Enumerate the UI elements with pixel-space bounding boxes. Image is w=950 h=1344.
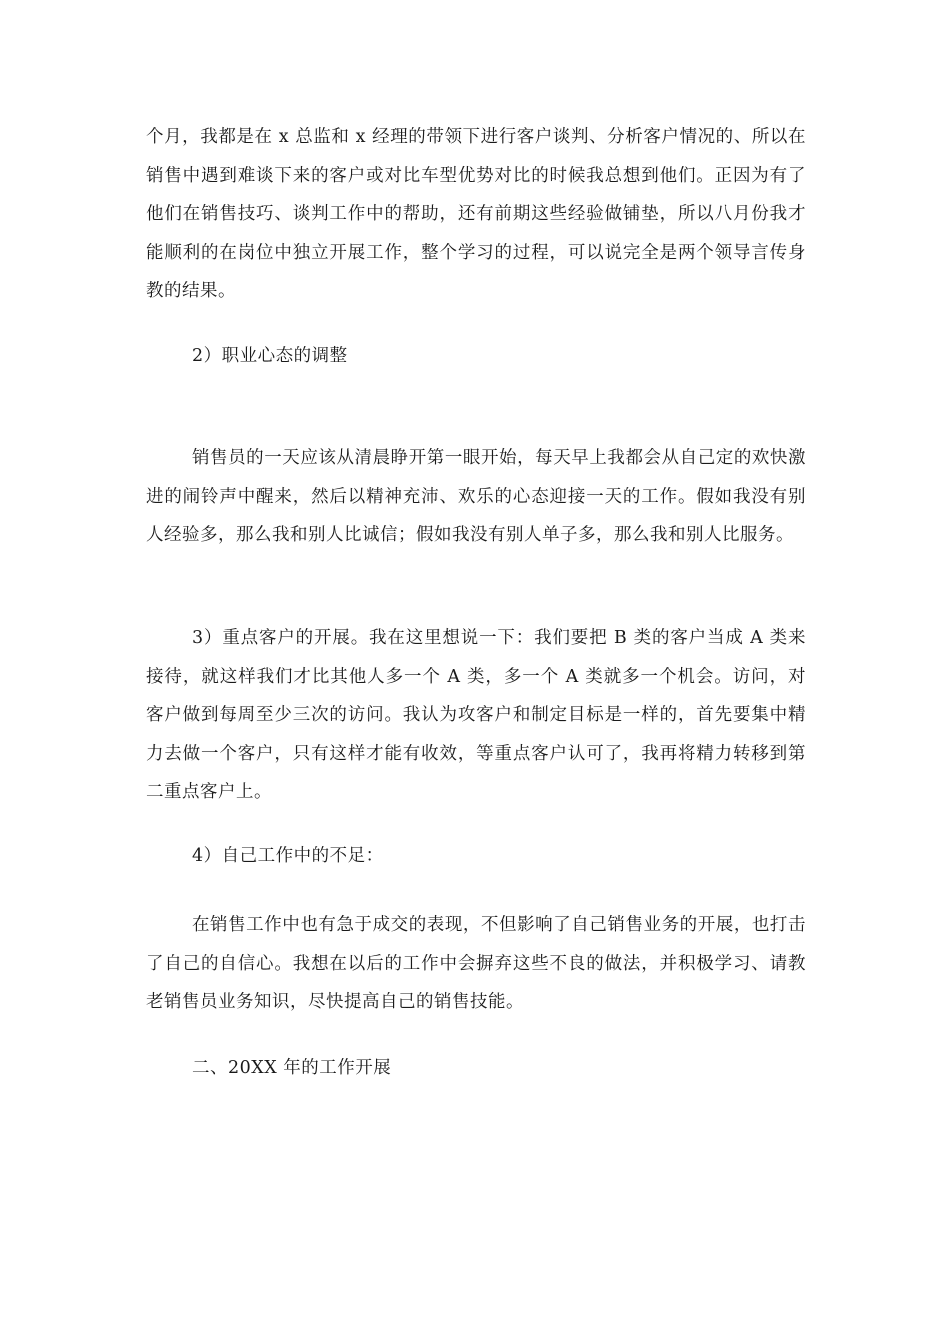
paragraph-shortcomings: 在销售工作中也有急于成交的表现，不但影响了自己销售业务的开展，也打击了自己的自信心。我想在以后的工作中会摒弃这些不良的做法，并积极学习、请教老销售员业务知识，尽快提高自己的销售技能。 xyxy=(146,915,806,1012)
heading-career-mindset: 2）职业心态的调整 xyxy=(192,346,348,366)
paragraph-learning-process: 个月，我都是在 x 总监和 x 经理的带领下进行客户谈判、分析客户情况的、所以在销售中遇到难谈下来的客户或对比车型优势对比的时候我总想到他们。正因为有了他们在销售技巧、谈判工作中的帮助，还有前期这些经验做铺垫，所以八月份我才能顺利的在岗位中独立开展工作，整个学习的过程，可以说完全是两个领导言传身教的结果。 xyxy=(146,127,806,301)
heading-work-plan: 二、20XX 年的工作开展 xyxy=(192,1058,392,1078)
paragraph-key-clients: 3）重点客户的开展。我在这里想说一下：我们要把 B 类的客户当成 A 类来接待，就这样我们才比其他人多一个 A 类，多一个 A 类就多一个机会。访问，对客户做到每周至少三次的访问。我认为攻客户和制定目标是一样的，首先要集中精力去做一个客户，只有这样才能有收效，等重点客户认可了，我再将精力转移到第二重点客户上。 xyxy=(146,628,806,802)
paragraph-daily-routine: 销售员的一天应该从清晨睁开第一眼开始，每天早上我都会从自己定的欢快激进的闹铃声中醒来，然后以精神充沛、欢乐的心态迎接一天的工作。假如我没有别人经验多，那么我和别人比诚信；假如我没有别人单子多，那么我和别人比服务。 xyxy=(146,448,806,545)
heading-shortcomings: 4）自己工作中的不足： xyxy=(192,846,384,866)
